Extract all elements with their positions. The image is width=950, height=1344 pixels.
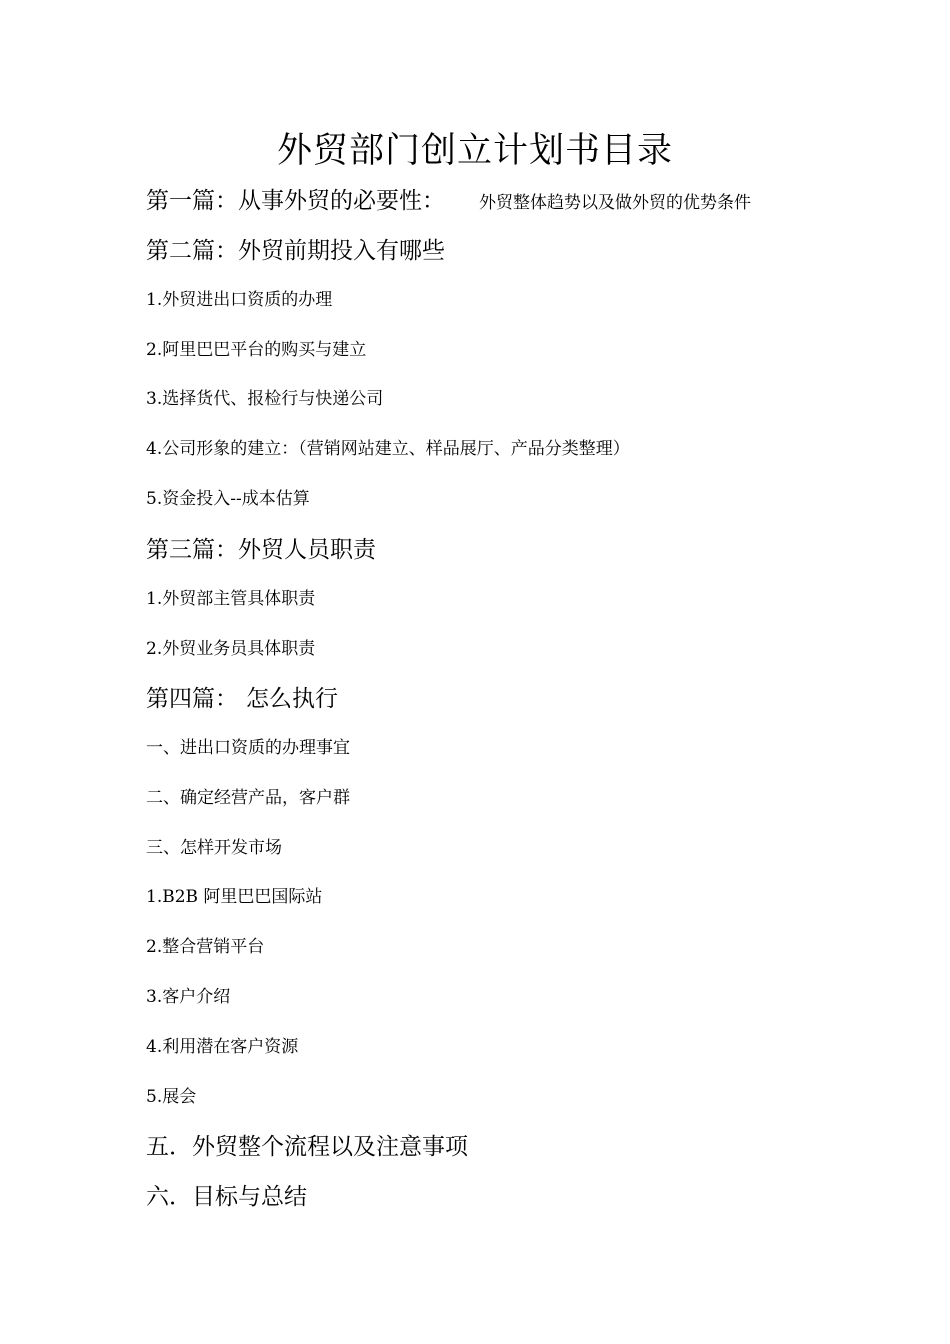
part3-heading: 第三篇：外贸人员职责 [146, 537, 376, 563]
part4-heading-text: 怎么执行 [246, 686, 338, 712]
part2-item-5: 5.资金投入--成本估算 [146, 489, 310, 509]
part4-item-2: 二、确定经营产品，客户群 [146, 788, 350, 808]
part2-item-4: 4.公司形象的建立：（营销网站建立、样品展厅、产品分类整理） [146, 439, 630, 459]
part1-heading-line [146, 186, 751, 218]
part4-item-5: 2.整合营销平台 [146, 937, 265, 957]
part2-item-1: 1.外贸进出口资质的办理 [146, 290, 333, 310]
part4-item-7: 4.利用潜在客户资源 [146, 1037, 299, 1057]
part3-item-2: 2.外贸业务员具体职责 [146, 639, 316, 659]
part4-item-8: 5.展会 [146, 1087, 197, 1107]
part6-heading: 六．目标与总结 [146, 1184, 307, 1210]
part2-item-2: 2.阿里巴巴平台的购买与建立 [146, 340, 367, 360]
part4-heading-prefix: 第四篇： [146, 686, 238, 712]
document-title: 外贸部门创立计划书目录 [276, 131, 673, 171]
part2-item-3: 3.选择货代、报检行与快递公司 [146, 389, 384, 409]
part3-item-1: 1.外贸部主管具体职责 [146, 589, 316, 609]
part4-item-4: 1.B2B 阿里巴巴国际站 [146, 887, 323, 907]
part4-heading-line [146, 684, 338, 714]
part4-item-1: 一、进出口资质的办理事宜 [146, 738, 350, 758]
part4-item-3: 三、怎样开发市场 [146, 838, 282, 858]
part1-subtitle: 外贸整体趋势以及做外贸的优势条件 [479, 193, 751, 213]
part1-heading: 第一篇：从事外贸的必要性： [146, 188, 445, 214]
part2-heading: 第二篇：外贸前期投入有哪些 [146, 238, 445, 264]
part5-heading: 五．外贸整个流程以及注意事项 [146, 1134, 468, 1160]
part4-item-6: 3.客户介绍 [146, 987, 231, 1007]
